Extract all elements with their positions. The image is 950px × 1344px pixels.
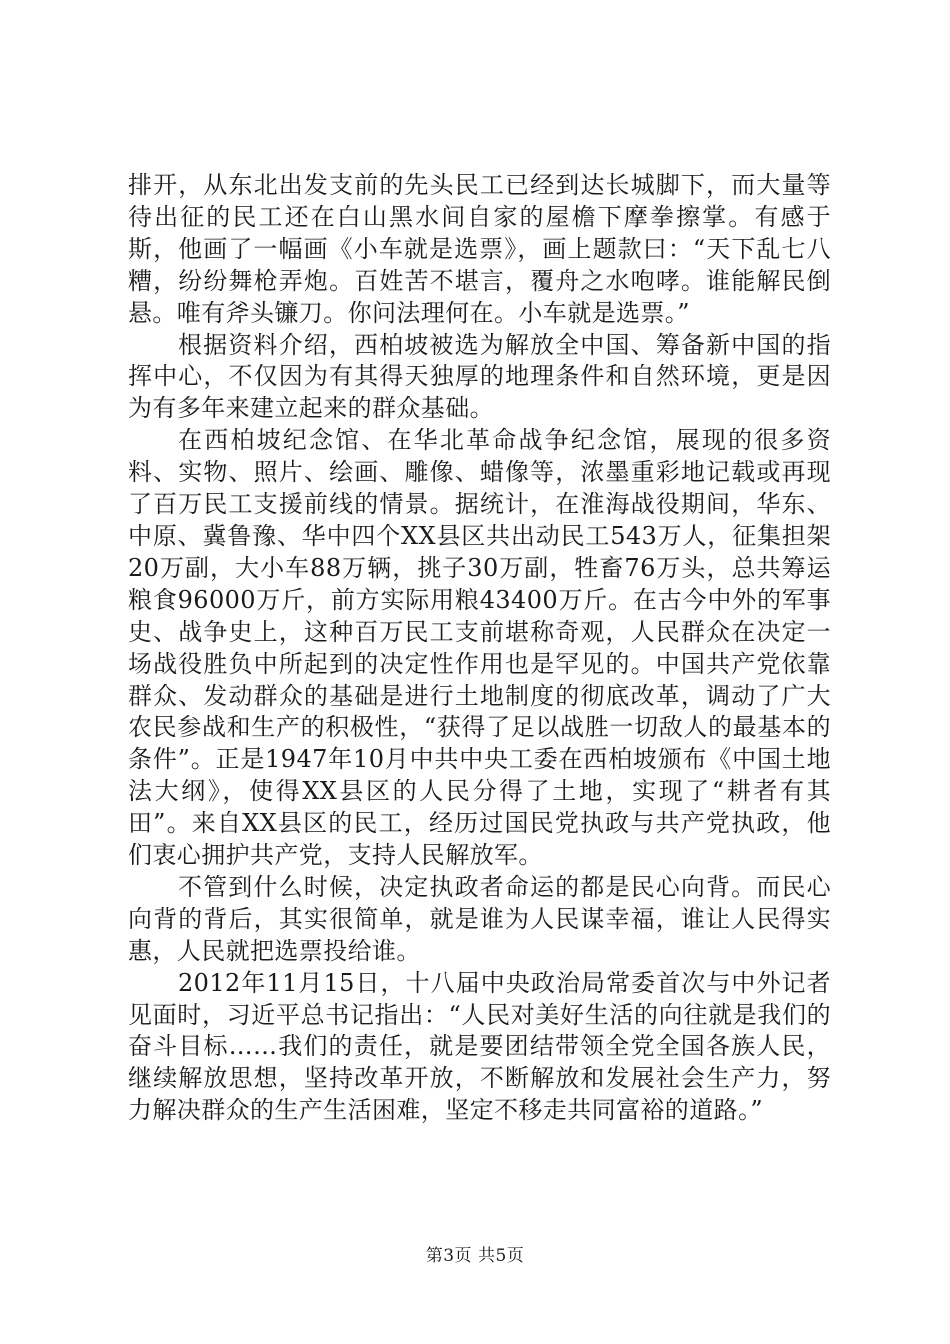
paragraph-5: 2012年11月15日，十八届中央政治局常委首次与中外记者见面时，习近平总书记指出：“人民对美好生活的向往就是我们的奋斗目标……我们的责任，就是要团结带领全党全国各族人民，继续解放思想，坚持改革开放，不断解放和发展社会生产力，努力解决群众的生产生活困难，坚定不移走共同富裕的道路。” (128, 968, 831, 1125)
paragraph-1: 排开，从东北出发支前的先头民工已经到达长城脚下，而大量等待出征的民工还在白山黑水间自家的屋檐下摩拳擦掌。有感于斯，他画了一幅画《小车就是选票》，画上题款曰：“天下乱七八糟，纷纷舞枪弄炮。百姓苦不堪言，覆舟之水咆哮。谁能解民倒悬。唯有斧头镰刀。你问法理何在。小车就是选票。” (128, 171, 831, 327)
page-footer: 第3页 共5页 (425, 1246, 525, 1266)
paragraph-3: 在西柏坡纪念馆、在华北革命战争纪念馆，展现的很多资料、实物、照片、绘画、雕像、蜡像等，浓墨重彩地记载或再现了百万民工支援前线的情景。据统计，在淮海战役期间，华东、中原、冀鲁豫、华中四个XX县区共出动民工543万人，征集担架20万副，大小车88万辆，挑子30万副，牲畜76万头，总共筹运粮食96000万斤，前方实际用粮43400万斤。在古今中外的军事史、战争史上，这种百万民工支前堪称奇观，人民群众在决定一场战役胜负中所起到的决定性作用也是罕见的。中国共产党依靠群众、发动群众的基础是进行土地制度的彻底改革，调动了广大农民参战和生产的积极性，“获得了足以战胜一切敌人的最基本的条件”。正是1947年10月中共中央工委在西柏坡颁布《中国土地法大纲》，使得XX县区的人民分得了土地，实现了“耕者有其田”。来自XX县区的民工，经历过国民党执政与共产党执政，他们衷心拥护共产党，支持人民解放军。 (128, 426, 831, 870)
document-body (128, 170, 831, 1127)
paragraph-4: 不管到什么时候，决定执政者命运的都是民心向背。而民心向背的背后，其实很简单，就是谁为人民谋幸福，谁让人民得实惠，人民就把选票投给谁。 (128, 872, 831, 965)
paragraph-2: 根据资料介绍，西柏坡被选为解放全中国、筹备新中国的指挥中心，不仅因为有其得天独厚的地理条件和自然环境，更是因为有多年来建立起来的群众基础。 (128, 330, 831, 423)
